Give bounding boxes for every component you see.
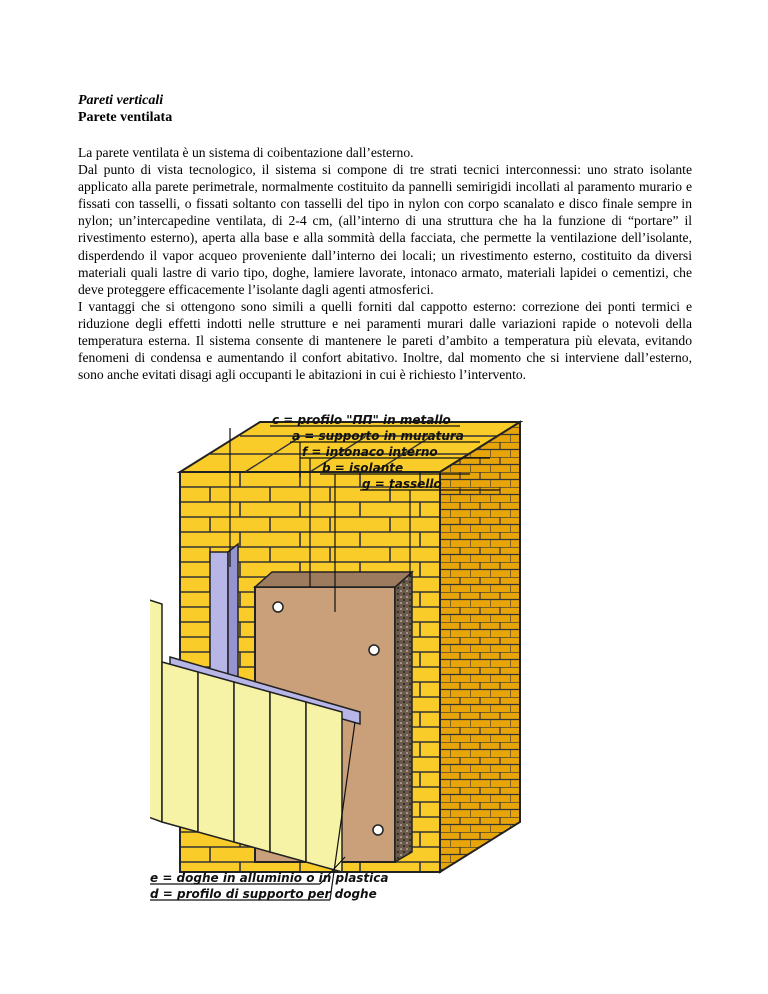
paragraph: I vantaggi che si ottengono sono simili a quelli forniti dal cappotto esterno: correzione dei ponti termici e riduzione degli effetti indotti nelle strutture e nei paramenti murari dalle variazioni rapide o notevoli della temperatura esterna. Il sistema consente di mantenere le pareti d’ambito a temperatura più elevata, evitando fenomeni di condensa e aumentando il confort abitativo. Inoltre, dal momento che si interviene dall’esterno, sono anche evitati disagi agli occupanti le abitazioni in cui è richiesto l’intervento.	[78, 298, 692, 383]
ventilated-wall-illustration	[150, 412, 630, 912]
label-e: e = doghe in alluminio o in plastica	[150, 871, 389, 885]
subsection-title: Parete ventilata	[78, 110, 173, 125]
paragraph: Dal punto di vista tecnologico, il sistema si compone di tre strati tecnici interconnessi: uno strato isolante applicato alla parete perimetrale, normalmente costituito da pannelli semirigidi incollati al paramento murario e fissati con tasselli, o fissati soltanto con tasselli del tipo in nylon con corpo scanalato e disco finale sempre in nylon; un’intercapedine ventilata, di 2-4 cm, (all’interno di una struttura che ha la funzione di “portare” il rivestimento esterno), aperta alla base e alla sommità della facciata, che permette la ventilazione dell’isolante, disperdendo il vapor acqueo proveniente dall’interno dei locali; un rivestimento esterno, costituito da diversi materiali quali lastre di vario tipo, doghe, lamiere lavorate, intonaco armato, materiali lapidei o cementizi, che deve proteggere efficacemente l’isolante dagli agenti atmosferici.	[78, 162, 692, 297]
section-title: Pareti verticali	[78, 93, 164, 108]
body-text	[78, 144, 692, 383]
label-f: f = intonaco interno	[302, 445, 438, 459]
paragraph: La parete ventilata è un sistema di coibentazione dall’esterno.	[78, 145, 414, 160]
label-c: c = profilo "ΠΠ" in metallo	[272, 413, 451, 427]
label-g: g = tassello	[362, 477, 442, 491]
label-d: d = profilo di supporto per doghe	[150, 887, 377, 901]
insulation-edge	[395, 572, 412, 862]
label-a: a = supporto in muratura	[292, 429, 464, 443]
label-b: b = isolante	[322, 461, 404, 475]
